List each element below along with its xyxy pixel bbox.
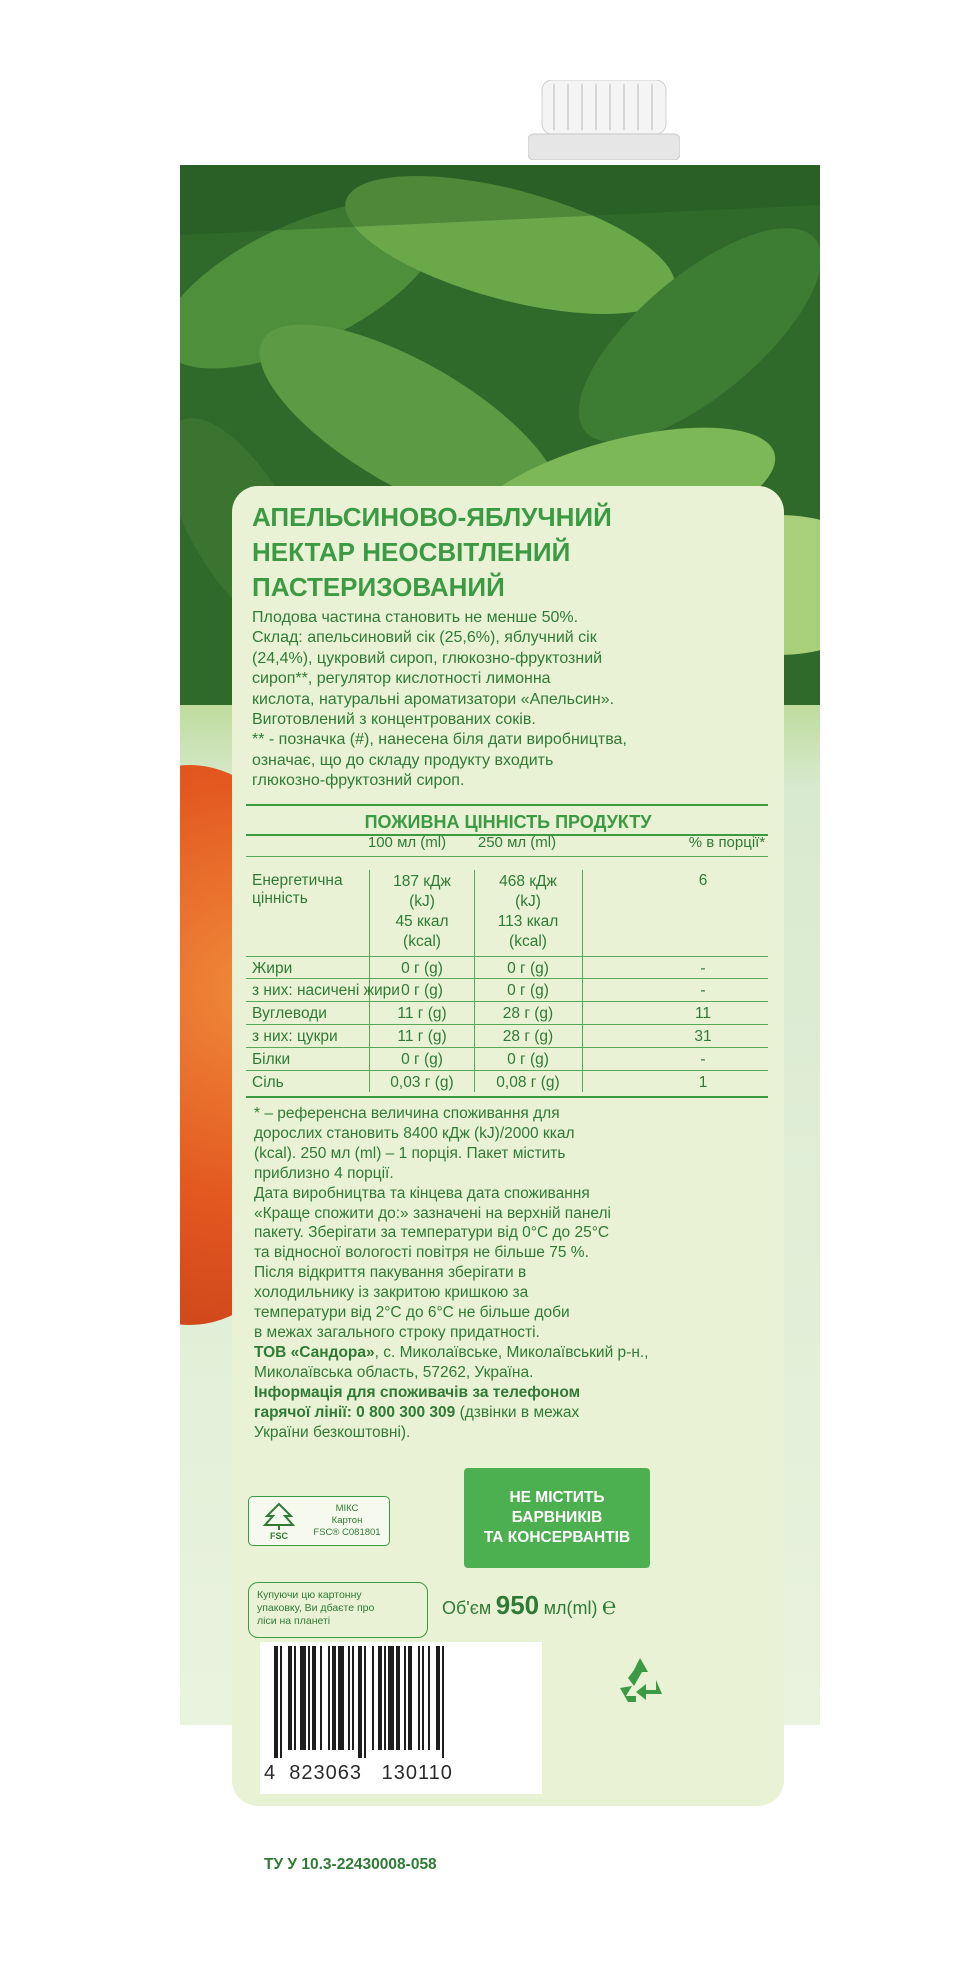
table-row-line [246, 1047, 768, 1048]
divider [246, 804, 768, 806]
barcode-bar [312, 1646, 316, 1750]
barcode-bar [372, 1646, 374, 1750]
table-cell: 11 [694, 1005, 712, 1022]
table-header-line [246, 856, 768, 857]
barcode-bar [300, 1646, 306, 1750]
table-row-label: з них: насичені жири [252, 982, 400, 999]
text-line: Плодова частина становить не менше 50%. [252, 609, 579, 626]
col-header-100ml: 100 мл (ml) [367, 834, 447, 851]
bottle-cap [528, 80, 680, 160]
barcode-bar [364, 1646, 366, 1758]
table-cell: - [700, 982, 706, 999]
table-row-label: Сіль [252, 1074, 284, 1091]
barcode-bar [418, 1646, 420, 1750]
barcode-bar [308, 1646, 310, 1750]
product-title [252, 500, 612, 605]
fsc-tree-icon [257, 1501, 301, 1541]
manufacturer-line: ТОВ «Сандора», с. Миколаївське, Миколаївський р-н., [254, 1343, 649, 1361]
barcode-bars [260, 1642, 542, 1762]
barcode-bar [288, 1646, 292, 1750]
text-line: Виготовлений з концентрованих соків. [252, 711, 536, 729]
table-row-label: Білки [252, 1051, 291, 1068]
barcode-bar [388, 1646, 394, 1750]
column-divider [582, 870, 583, 1092]
table-row-label: Жири [252, 960, 293, 977]
text-line: Склад: апельсиновий сік (25,6%), яблучний сік [252, 629, 597, 647]
divider [246, 1096, 768, 1098]
table-cell: 187 кДж (kJ) 45 ккал (kcal) [393, 873, 451, 950]
eco-note: Купуючи цю картонну упаковку, Ви дбаєте про ліси на планеті [248, 1582, 428, 1638]
barcode-bar [338, 1646, 344, 1750]
nutrition-title: ПОЖИВНА ЦІННІСТЬ ПРОДУКТУ [364, 812, 652, 832]
barcode-bar [274, 1646, 278, 1758]
ingredients-text [252, 608, 772, 792]
text-line: означає, що до складу продукту входить [252, 751, 554, 769]
no-preservatives-badge: НЕ МІСТИТЬ БАРВНИКІВ ТА КОНСЕРВАНТІВ [464, 1468, 650, 1568]
table-cell: - [700, 1051, 706, 1068]
estimated-sign: ℮ [601, 1593, 617, 1620]
text-line: кислота, натуральні ароматизатори «Апельсин». [252, 690, 615, 708]
barcode-bar [408, 1646, 412, 1750]
table-cell: 0 г (g) [507, 982, 549, 999]
table-row-label: з них: цукри [252, 1028, 338, 1045]
column-divider [474, 870, 475, 1092]
table-row-label: Енергетична цінність [252, 872, 343, 907]
title-line: АПЕЛЬСИНОВО-ЯБЛУЧНИЙ [252, 502, 612, 532]
barcode-bar [442, 1646, 444, 1758]
barcode [260, 1642, 542, 1794]
table-cell: 1 [698, 1074, 708, 1091]
text-line: сироп**, регулятор кислотності лимонна [252, 670, 551, 688]
table-cell: 0 г (g) [507, 960, 549, 977]
text-line: глюкозно-фруктозний сироп. [252, 772, 465, 790]
table-cell: 6 [698, 872, 708, 889]
barcode-bar [294, 1646, 296, 1750]
barcode-bar [332, 1646, 336, 1750]
table-row-line [246, 1070, 768, 1071]
barcode-number: 4 823063 130110 [264, 1762, 453, 1784]
barcode-bar [378, 1646, 382, 1750]
table-cell: 0,03 г (g) [390, 1074, 454, 1091]
barcode-bar [352, 1646, 354, 1750]
table-cell: 31 [694, 1028, 712, 1045]
title-line: ПАСТЕРИЗОВАНИЙ [252, 572, 505, 602]
barcode-bar [358, 1646, 362, 1758]
barcode-bar [320, 1646, 322, 1750]
table-row-line [246, 1001, 768, 1002]
col-header-250ml: 250 мл (ml) [477, 834, 557, 851]
barcode-bar [396, 1646, 400, 1750]
table-cell: - [700, 960, 706, 977]
fsc-text: МІКС Картон FSC® C081801 [313, 1503, 381, 1538]
barcode-bar [422, 1646, 424, 1750]
table-row-line [246, 956, 768, 957]
text-line: (24,4%), цукровий сироп, глюкозно-фруктозний [252, 649, 603, 667]
storage-text: * – референсна величина споживання для дорослих становить 8400 кДж (kJ)/2000 ккал (kcal). 250 мл (ml) – 1 порція. Пакет містить приблизно 4 порції. Дата виробництва та кінцева дата споживання «Краще спожити до:» зазначені на верхній панелі пакету. Зберігати за температури від 0°С до 25°С та відносної вологості повітря не більше 75 %. Після відкриття пакування зберігати в холодильнику із закритою кришкою за температури від 2°С до 6°С не більше доби в межах загального строку придатності. ТОВ «Сандора», с. Миколаївське, Миколаївський р-н., Миколаївська область, 57262, Україна. Інформація для споживачів за телефоном гарячої лінії: 0 800 300 309 (дзвінки в межах України безкоштовні). [254, 1105, 649, 1441]
text-line: ** - позначка (#), нанесена біля дати виробництва, [252, 731, 627, 749]
table-row-line [246, 1024, 768, 1025]
fsc-logo-text: FSC [270, 1531, 288, 1541]
table-cell: 28 г (g) [502, 1005, 554, 1022]
table-cell: 0 г (g) [507, 1051, 549, 1068]
col-header-percent: % в порції* [688, 834, 766, 851]
barcode-bar [348, 1646, 350, 1750]
barcode-bar [384, 1646, 386, 1750]
column-divider [369, 870, 370, 1092]
table-cell: 0 г (g) [401, 1051, 443, 1068]
barcode-bar [280, 1646, 282, 1758]
table-cell: 28 г (g) [502, 1028, 554, 1045]
table-cell: 468 кДж (kJ) 113 ккал (kcal) [497, 873, 559, 950]
spec-code: ТУ У 10.3-22430008-058 [264, 1856, 437, 1873]
table-cell: 11 г (g) [397, 1005, 447, 1022]
barcode-bar [428, 1646, 430, 1750]
recycle-icon [612, 1652, 668, 1708]
table-cell: 11 г (g) [397, 1028, 447, 1045]
table-cell: 0 г (g) [401, 982, 443, 999]
barcode-bar [436, 1646, 440, 1750]
table-cell: 0 г (g) [401, 960, 443, 977]
table-row-line [246, 978, 768, 979]
title-line: НЕКТАР НЕОСВІТЛЕНИЙ [252, 537, 571, 567]
table-cell: 0,08 г (g) [496, 1074, 560, 1091]
info-panel [232, 486, 784, 1873]
fsc-certification-label [248, 1496, 390, 1546]
table-row-label: Вуглеводи [252, 1005, 327, 1022]
volume-label: Об'єм 950 мл(ml) ℮ [442, 1590, 617, 1620]
barcode-bar [404, 1646, 406, 1750]
barcode-bar [328, 1646, 330, 1750]
